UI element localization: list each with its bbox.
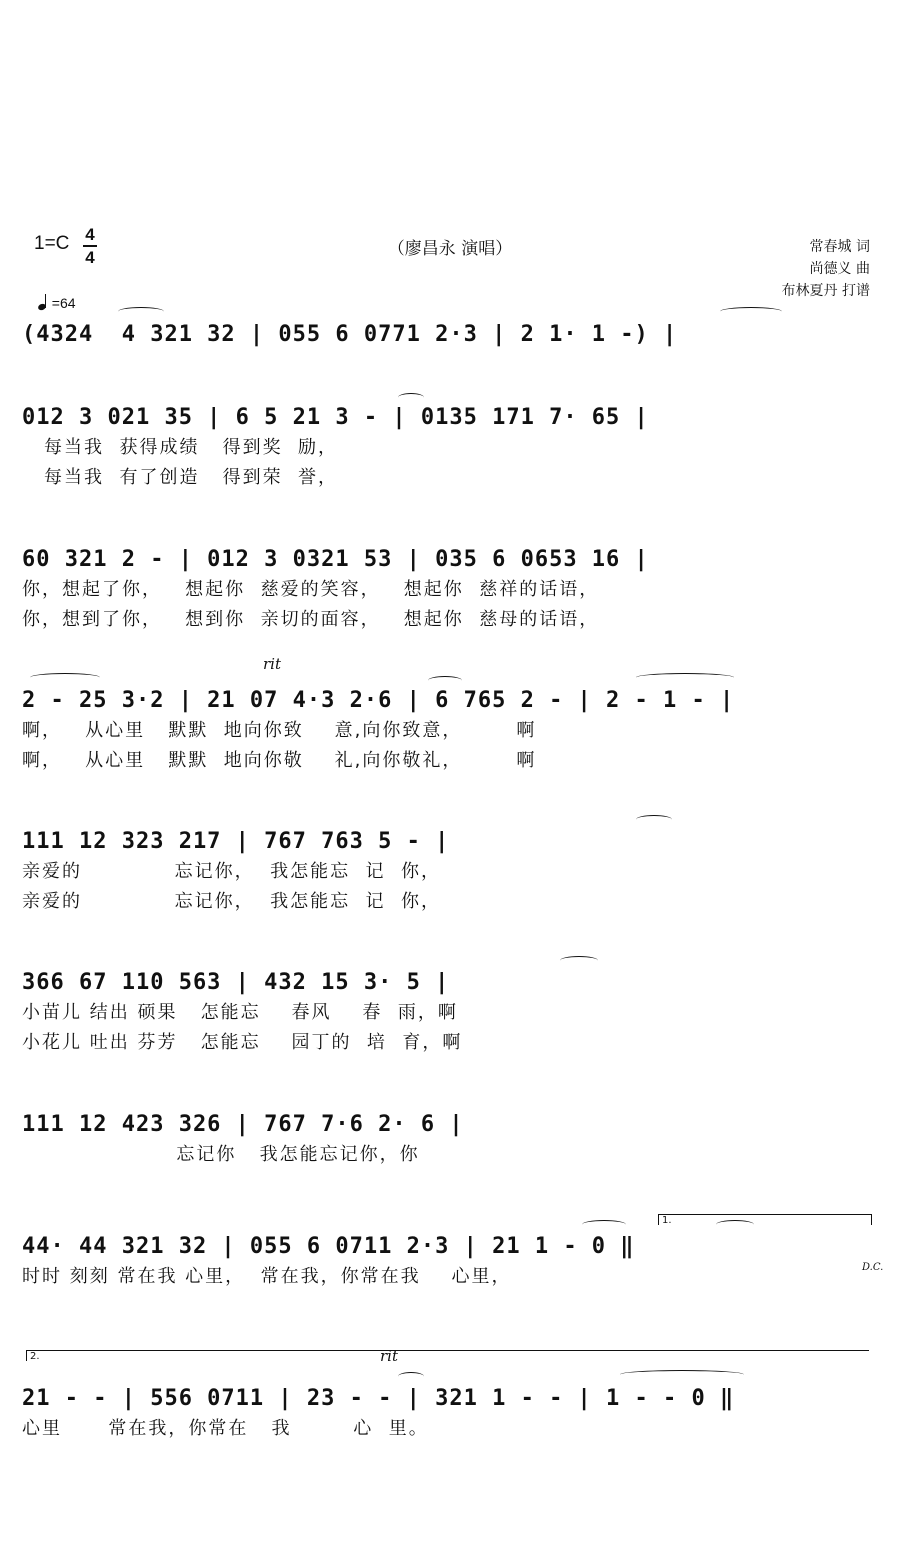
lyric-verse-2: 亲爱的 忘记你， 我怎能忘 记 你，: [22, 891, 441, 912]
rit-marking: rit: [263, 655, 281, 673]
performer: （廖昌永 演唱）: [387, 239, 513, 259]
tempo-marking: [30, 278, 76, 311]
notation-row: 366 67 110 563 | 432 15 3· 5 |: [22, 970, 450, 995]
tempo-value: =64: [51, 295, 76, 311]
notation-row: 111 12 423 326 | 767 7·6 2· 6 |: [22, 1112, 464, 1137]
lyric-verse-1: 心里 常在我，你常在 我 心 里。: [22, 1418, 429, 1439]
lyric-verse-1: 每当我 获得成绩 得到奖 励，: [44, 437, 339, 458]
second-ending-bracket: [26, 1350, 869, 1361]
score-line-intro: [22, 320, 878, 350]
lyricist-credit: 常春城 词: [809, 239, 870, 255]
slur-mark: [636, 673, 734, 682]
lyric-verse-2: 每当我 有了创造 得到荣 誉，: [44, 467, 339, 488]
notation-row: (4324 4 321 32 | 055 6 0771 2·3 | 2 1· 1 -) |: [22, 322, 678, 347]
slur-mark: [398, 393, 424, 402]
slur-mark: [560, 956, 598, 965]
transcriber-credit: 布林夏丹 打谱: [781, 283, 870, 299]
score-line-5: [22, 968, 878, 1058]
dc-marking: D.C.: [862, 1262, 884, 1273]
score-line-1: [22, 403, 878, 493]
key-signature: 1=C: [34, 233, 70, 254]
notation-row: 012 3 021 35 | 6 5 21 3 - | 0135 171 7· 65 |: [22, 405, 649, 430]
slur-mark: [720, 307, 782, 316]
lyric-verse-1: 啊， 从心里 默默 地向你致 意,向你致意， 啊: [22, 720, 537, 741]
composer-credit: 尚德义 曲: [809, 261, 870, 277]
score-line-7: [22, 1232, 878, 1292]
notation-row: 111 12 323 217 | 767 763 5 - |: [22, 829, 450, 854]
notation-row: 44· 44 321 32 | 055 6 0711 2·3 | 21 1 - 0 ‖: [22, 1234, 635, 1259]
time-denominator: 4: [85, 248, 95, 267]
slur-mark: [30, 673, 100, 682]
slur-mark: [398, 1372, 424, 1381]
lyric-verse-1: 亲爱的 忘记你， 我怎能忘 记 你，: [22, 861, 441, 882]
slur-mark: [582, 1220, 626, 1229]
rit-marking: rit: [380, 1347, 398, 1365]
lyric-verse-1: 时时 刻刻 常在我 心里， 常在我，你常在我 心里，: [22, 1266, 512, 1287]
lyric-verse-2: 啊， 从心里 默默 地向你敬 礼,向你敬礼， 啊: [22, 750, 537, 771]
volta-1-label: 1.: [662, 1215, 672, 1226]
lyric-verse-1: 你，想起了你， 想起你 慈爱的笑容， 想起你 慈祥的话语，: [22, 579, 600, 600]
lyric-verse-2: 你，想到了你， 想到你 亲切的面容， 想起你 慈母的话语，: [22, 609, 600, 630]
lyric-verse-1: 小苗儿 结出 硕果 怎能忘 春风 春 雨，啊: [22, 1002, 458, 1023]
slur-mark: [636, 815, 672, 824]
notation-row: 2 - 25 3·2 | 21 07 4·3 2·6 | 6 765 2 - | 2 - 1 - |: [22, 688, 735, 713]
slur-mark: [620, 1370, 744, 1379]
slur-mark: [716, 1220, 754, 1229]
lyric-verse-2: 小花儿 吐出 芬芳 怎能忘 园丁的 培 育，啊: [22, 1032, 463, 1053]
score-line-8: [22, 1384, 878, 1444]
time-numerator: 4: [85, 225, 95, 244]
score-line-6: [22, 1110, 878, 1170]
volta-2-label: 2.: [30, 1351, 40, 1362]
score-line-4: [22, 827, 878, 917]
score-line-2: [22, 545, 878, 635]
quarter-note-icon: [38, 294, 48, 310]
first-ending-bracket: [658, 1214, 872, 1225]
notation-row: 21 - - | 556 0711 | 23 - - | 321 1 - - | 1 - - 0 ‖: [22, 1386, 735, 1411]
score-line-3: [22, 686, 878, 776]
lyric-verse-1: 忘记你 我怎能忘记你，你: [22, 1144, 420, 1165]
slur-mark: [118, 307, 164, 316]
notation-row: 60 321 2 - | 012 3 0321 53 | 035 6 0653 16 |: [22, 547, 649, 572]
slur-mark: [428, 676, 462, 685]
